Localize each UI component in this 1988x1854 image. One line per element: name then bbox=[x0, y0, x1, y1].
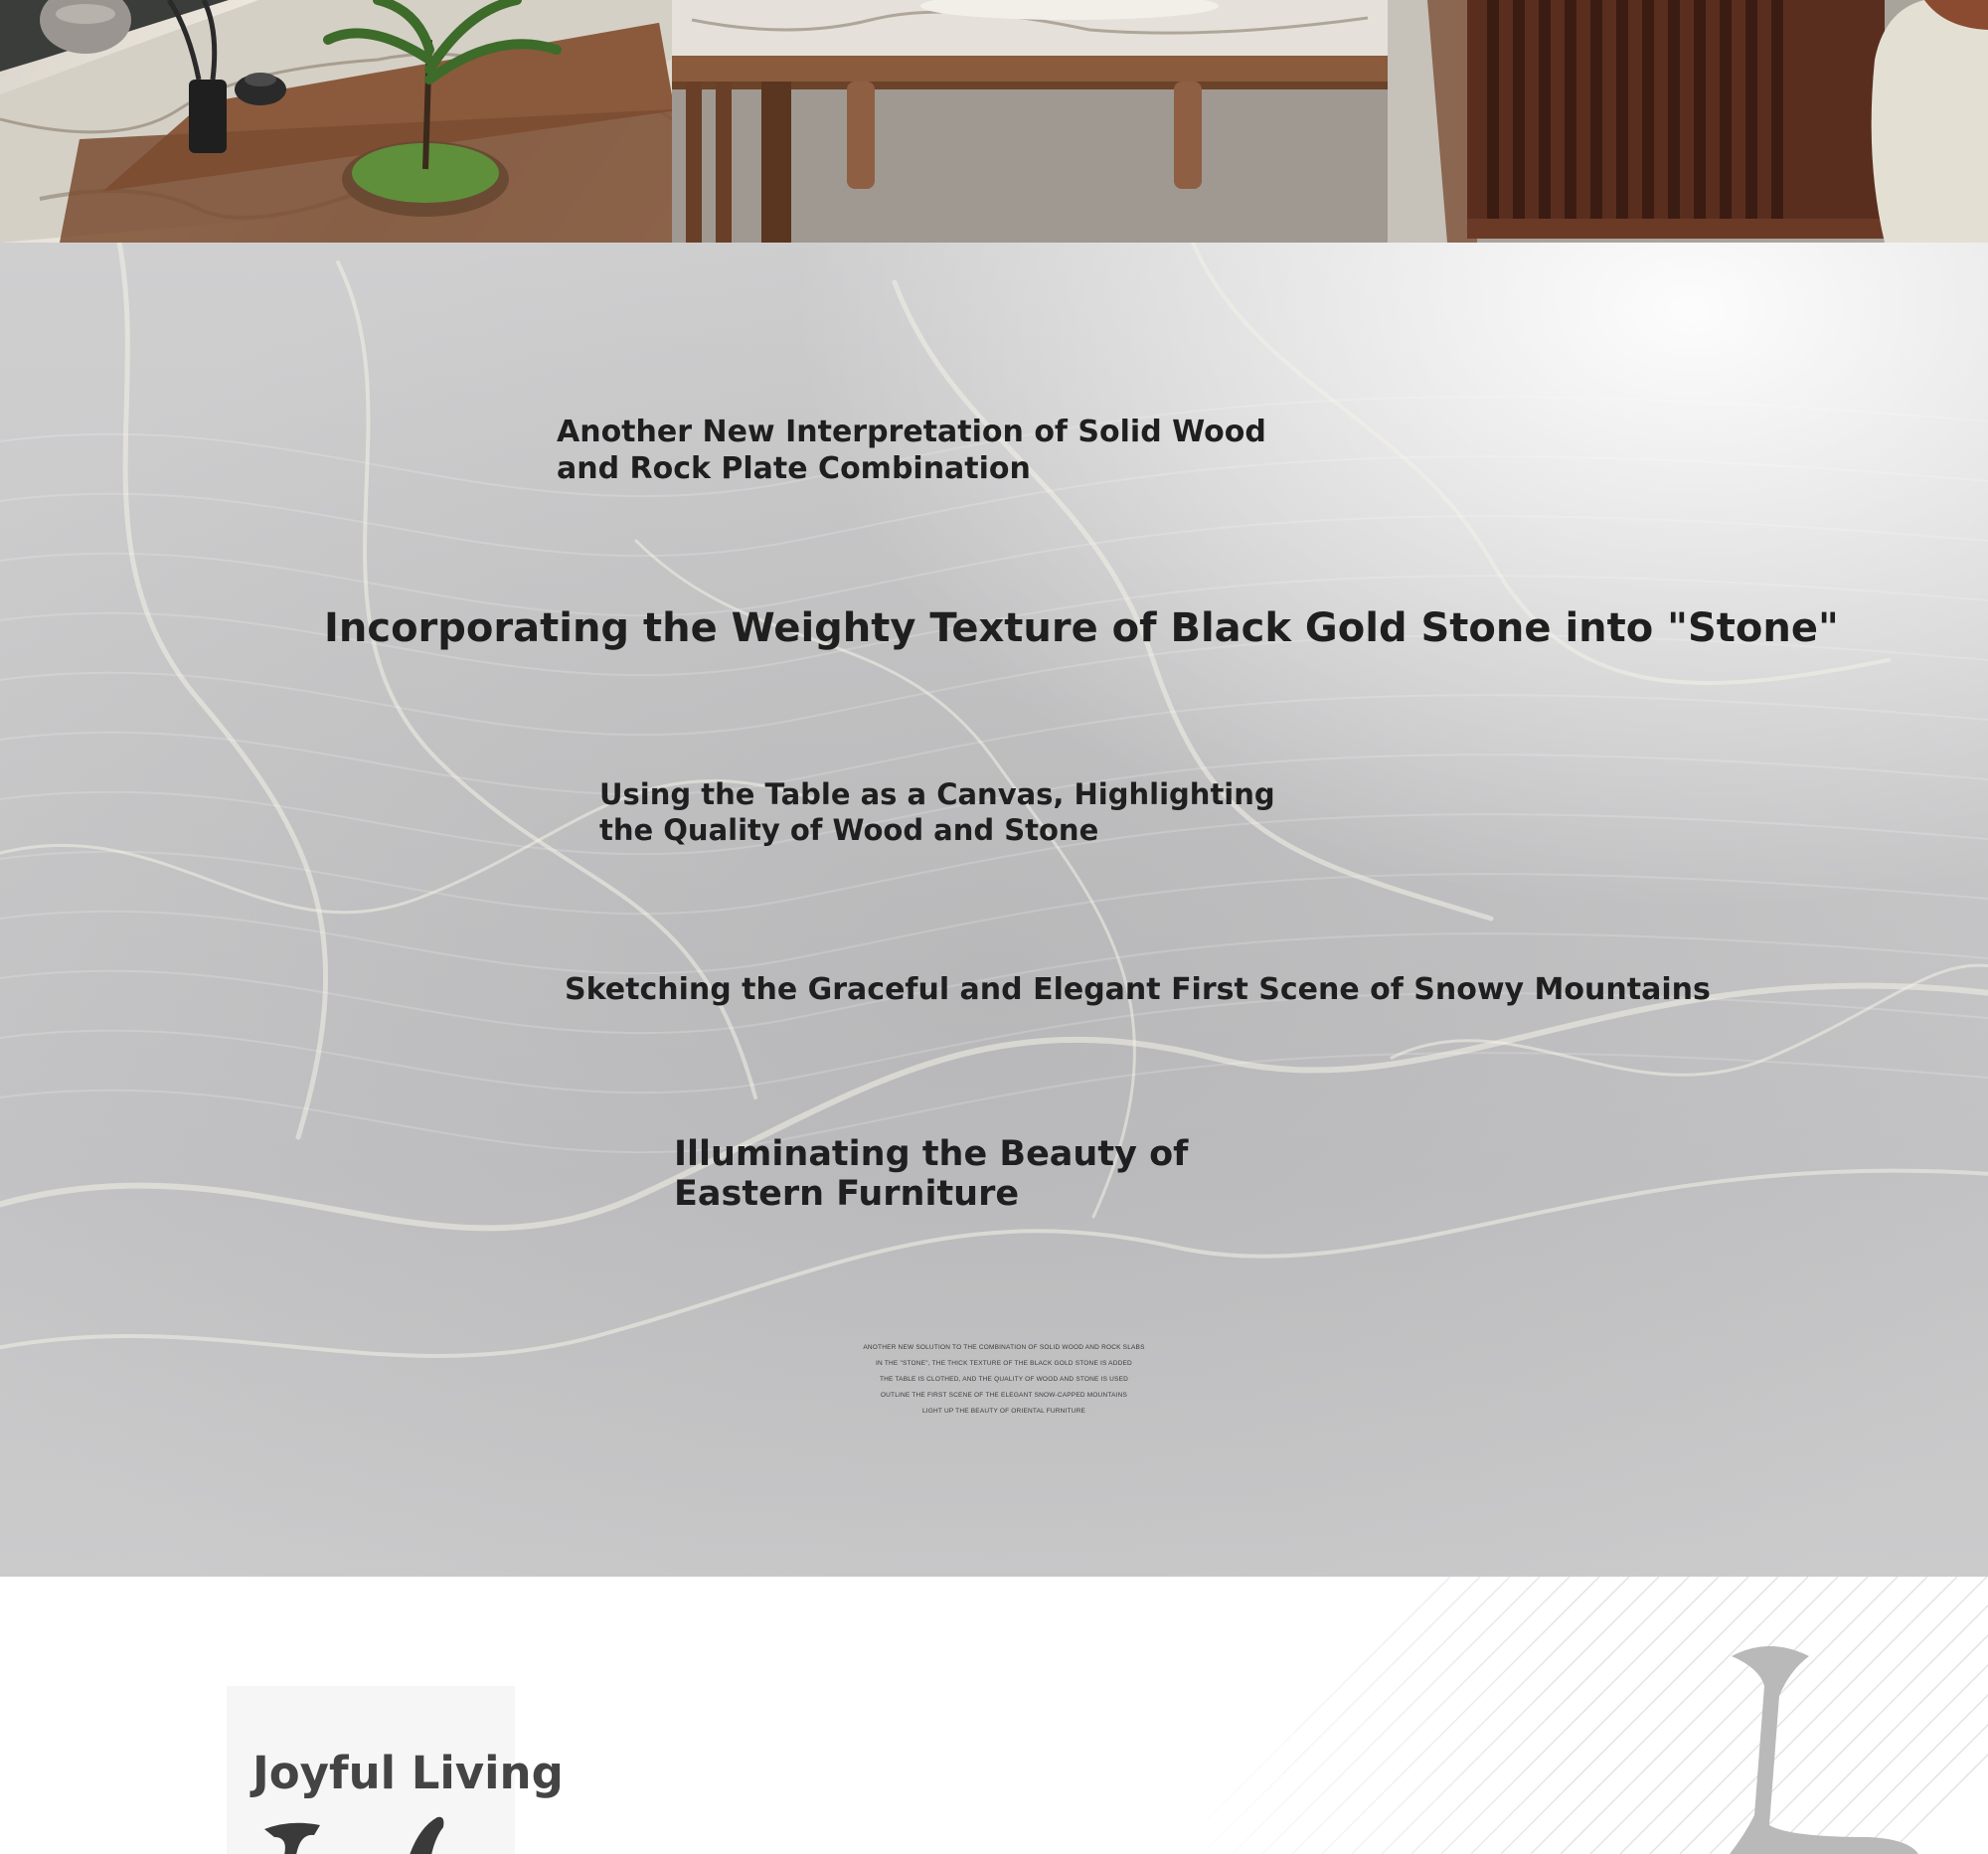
stone-texture-section bbox=[0, 243, 1988, 1577]
product-photo-strip bbox=[0, 0, 1988, 243]
fine-print-line: LIGHT UP THE BEAUTY OF ORIENTAL FURNITURE bbox=[921, 1408, 1086, 1415]
brush-script-glyphs bbox=[260, 1815, 489, 1854]
fine-print-line: IN THE "STONE", THE THICK TEXTURE OF THE BLACK GOLD STONE IS ADDED bbox=[876, 1360, 1132, 1367]
heading-table-canvas: Using the Table as a Canvas, Highlighting the Quality of Wood and Stone bbox=[599, 777, 1275, 847]
joyful-living-section bbox=[0, 1577, 1988, 1854]
fine-print-block bbox=[805, 1340, 1203, 1420]
heading-weighty-texture: Incorporating the Weighty Texture of Black Gold Stone into "Stone" bbox=[324, 605, 1839, 651]
joyful-living-title: Joyful Living bbox=[252, 1747, 564, 1799]
fine-print-line: THE TABLE IS CLOTHED, AND THE QUALITY OF WOOD AND STONE IS USED bbox=[879, 1376, 1129, 1383]
fine-print-line: OUTLINE THE FIRST SCENE OF THE ELEGANT SNOW-CAPPED MOUNTAINS bbox=[880, 1392, 1128, 1399]
fine-print-line: ANOTHER NEW SOLUTION TO THE COMBINATION OF SOLID WOOD AND ROCK SLABS bbox=[863, 1344, 1145, 1351]
heading-interpretation: Another New Interpretation of Solid Wood and Rock Plate Combination bbox=[557, 415, 1266, 486]
heading-snowy-mountains: Sketching the Graceful and Elegant First Scene of Snowy Mountains bbox=[565, 972, 1711, 1007]
diagonal-hatch-pattern bbox=[1173, 1577, 1988, 1854]
stone-table-photo bbox=[672, 0, 1388, 243]
heading-eastern-beauty: Illuminating the Beauty of Eastern Furniture bbox=[674, 1134, 1189, 1214]
wooden-chair-photo bbox=[1388, 0, 1988, 243]
tea-table-photo bbox=[0, 0, 672, 243]
